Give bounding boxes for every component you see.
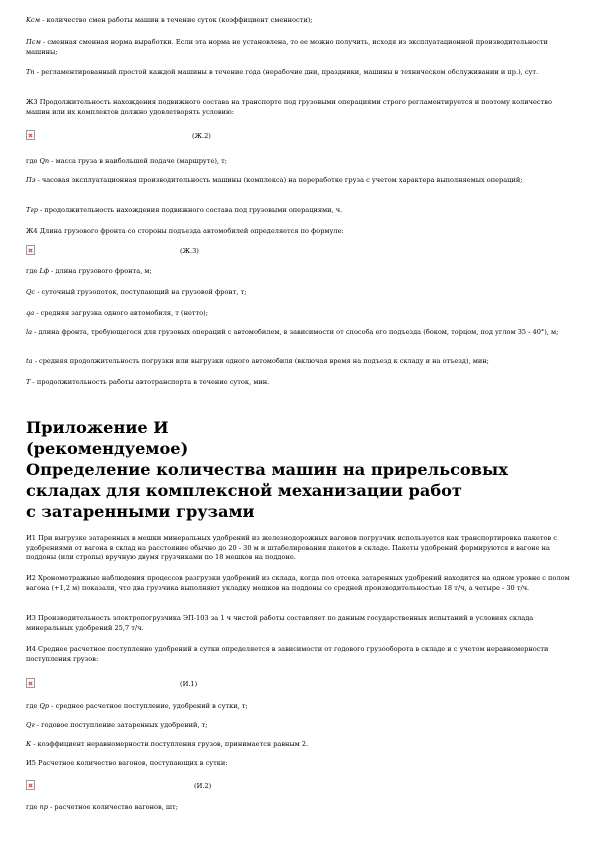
term: Qг <box>26 721 35 729</box>
paragraph-qr: где Qр - среднее расчетное поступление, удобрений в сутки, т; <box>26 702 248 710</box>
term: Тгр <box>26 206 38 214</box>
definition: - длина фронта, требующегося для грузовых операций с автомобилем, в зависимости от способа его подъезда (боком, торцом, под углом 35 - 40°), м; <box>32 328 559 336</box>
paragraph-i2: И2 Хронометражные наблюдения процессов разгрузки удобрений из склада, когда пол отсека затаренных удобрений находится на одном уровне с полом вагона (+1,2 м) показали, что два грузчика выполняют укладку мешков на поддоны со средней производительностью 18 т/ч, а четыре - 30 т/ч. <box>26 574 570 592</box>
term: Пэ <box>26 176 36 184</box>
heading-line: Приложение И <box>26 418 169 437</box>
definition: - суточный грузопоток, поступающий на грузовой фронт, т; <box>35 288 247 296</box>
definition: - сменная сменная норма выработки. Если эта норма не установлена, то ее можно получить, исходя из эксплуатационной производительности машины; <box>26 38 548 56</box>
paragraph-pe <box>26 176 571 186</box>
paragraph-ksm <box>26 16 571 26</box>
paragraph-ta <box>26 357 571 367</box>
formula-zh2 <box>26 129 571 143</box>
formula-zh3 <box>26 244 571 258</box>
definition: - длина грузового фронта, м; <box>49 267 152 275</box>
definition: - расчетное количество вагонов, шт; <box>47 803 178 811</box>
formula-number: (Ж.2) <box>192 132 211 140</box>
paragraph-tgr <box>26 206 571 216</box>
term: Псм <box>26 38 41 46</box>
paragraph-qg <box>26 721 571 731</box>
term: qа <box>26 309 35 317</box>
definition: - количество смен работы машин в течение суток (коэффициент сменности); <box>40 16 313 24</box>
paragraph-zh3: Ж3 Продолжительность нахождения подвижного состава на транспорте под грузовыми операциями строго регламентируется и поэтому количество машин или их комплектов должно удовлетворять условию: <box>26 98 552 116</box>
broken-image-icon <box>26 245 35 255</box>
broken-image-icon <box>26 130 35 140</box>
paragraph-psm <box>26 38 571 57</box>
term: Тп <box>26 68 35 76</box>
definition: - коэффициент неравномерности поступления грузов, принимается равным 2. <box>31 740 309 748</box>
term: Т <box>26 378 31 386</box>
paragraph-i1: И1 При выгрузке затаренных в мешки минеральных удобрений из железнодорожных вагонов погрузчик используется как транспортировка пакетов с удобрениями от вагона в склад на расстояние обычно до 20 - 30 м и штабелирования пакетов в складе. Пакеты удобрений формируются в вагоне на поддоны (или стропы) вручную двумя грузчиками по 18 мешков на поддоне. <box>26 534 557 562</box>
formula-i2 <box>26 779 571 793</box>
broken-image-icon <box>26 678 35 688</box>
paragraph-t <box>26 378 571 388</box>
definition: - средняя продолжительность погрузки или выгрузки одного автомобиля (включая время на подъезд к складу и на отъезд), мин; <box>32 357 489 365</box>
paragraph-qs <box>26 288 571 298</box>
definition: - средняя загрузка одного автомобиля, т (нетто); <box>34 309 208 317</box>
definition: - часовая эксплуатационная производительность машины (комплекса) на переработке груза с учетом характера выполняемых операций; <box>35 176 523 184</box>
term: tа <box>26 357 33 365</box>
appendix-heading <box>26 417 571 522</box>
definition: - годовое поступление затаренных удобрений, т; <box>34 721 208 729</box>
paragraph-k <box>26 740 571 750</box>
paragraph-qp: где Qп - масса груза в наибольшей подаче (маршруте), т; <box>26 157 227 165</box>
formula-number: (И.1) <box>180 680 198 688</box>
formula-number: (И.2) <box>194 782 212 790</box>
term: Qс <box>26 288 36 296</box>
heading-line: с затаренными грузами <box>26 502 255 521</box>
paragraph-i4: И4 Среднее расчетное поступление удобрений в сутки определяется в зависимости от годового грузооборота в складе и с учетом неравномерности поступления грузов: <box>26 645 549 663</box>
paragraph-la <box>26 328 571 338</box>
paragraph-i5: И5 Расчетное количество вагонов, поступающих в сутки: <box>26 759 228 767</box>
definition: - регламентированный простой каждой машины в течение года (нерабочие дни, праздники, машины в техническом обслуживании и пр.), сут. <box>34 68 539 76</box>
term: nр <box>39 803 48 811</box>
definition: - продолжительность нахождения подвижного состава под грузовыми операциями, ч. <box>37 206 343 214</box>
term: К <box>26 740 32 748</box>
term: lа <box>26 328 33 336</box>
term: Lф <box>39 267 50 275</box>
definition: - продолжительность работы автотранспорта в течение суток, мин. <box>30 378 270 386</box>
heading-line: Определение количества машин на прирельсовых <box>26 460 508 479</box>
paragraph-qa <box>26 309 571 319</box>
paragraph-np: где nр - расчетное количество вагонов, шт; <box>26 803 178 811</box>
broken-image-icon <box>26 780 35 790</box>
paragraph-tp <box>26 68 571 78</box>
paragraph-i3: И3 Производительность электропогрузчика ЭП-103 за 1 ч чистой работы составляет по данным государственных испытаний в условиях склада минеральных удобрений 25,7 т/ч. <box>26 614 534 632</box>
paragraph-zh4: Ж4 Длина грузового фронта со стороны подъезда автомобилей определяется по формуле: <box>26 227 344 235</box>
formula-number: (Ж.3) <box>180 247 199 255</box>
heading-line: (рекомендуемое) <box>26 439 189 458</box>
term: Kсм <box>26 16 41 24</box>
term: Qп <box>39 157 50 165</box>
definition: - среднее расчетное поступление, удобрений в сутки, т; <box>49 702 248 710</box>
term: Qр <box>39 702 50 710</box>
paragraph-lf: где Lф - длина грузового фронта, м; <box>26 267 152 275</box>
definition: - масса груза в наибольшей подаче (маршруте), т; <box>49 157 227 165</box>
formula-i1 <box>26 677 571 691</box>
heading-line: складах для комплексной механизации работ <box>26 481 462 500</box>
